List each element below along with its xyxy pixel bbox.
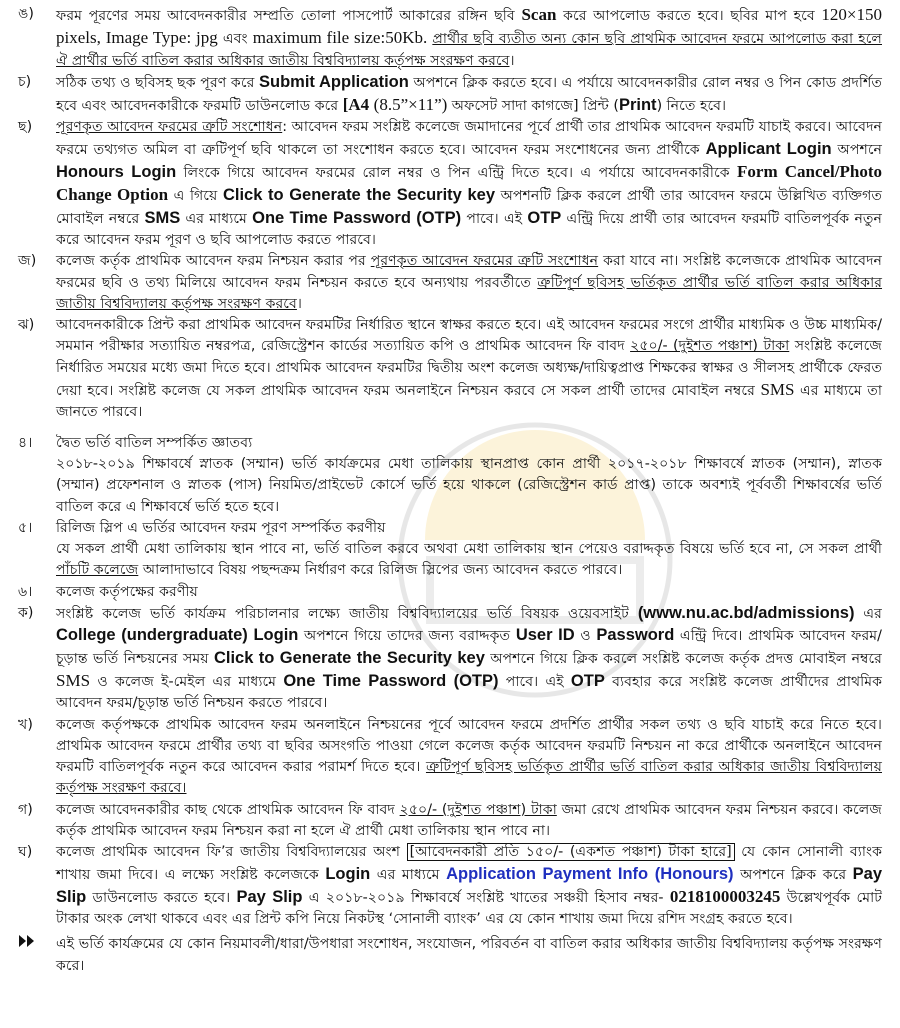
text: ডাউনলোড করতে হবে। <box>92 889 231 906</box>
print-term: Print <box>618 96 657 115</box>
text: জমা রেখে প্রাথমিক আবেদন ফরম নিশ্চয়ন করবে। কলেজ কর্তৃক প্রাথমিক আবেদন ফরম নিশ্চয়ন করা না হলে ঐ প্রার্থী মেধা তালিকায় স্থান পাবে না। <box>56 801 882 839</box>
text: সংশ্লিষ্ট কলেজ ভর্তি কার্যক্রম পরিচালনার লক্ষ্যে জাতীয় বিশ্ববিদ্যালয়ের ভর্তি বিষয়ক ওয়েবসাইট <box>56 606 629 623</box>
text: অপশনে ক্লিক করে <box>740 866 847 883</box>
user-id-term: User ID <box>515 626 575 645</box>
sms-term: SMS <box>144 208 181 227</box>
section-title: দ্বৈত ভর্তি বাতিল সম্পর্কিত জ্ঞাতব্য <box>56 434 253 451</box>
text: এবং <box>222 31 248 48</box>
text: ব্যবহার করে সংশ্লিষ্ট কলেজ প্রার্থীদের প্রাথমিক আবেদন ফরম/চূড়ান্ত ভর্তি নিশ্চয়ন করতে পারবে। <box>56 673 883 712</box>
image-spec: 120×150 pixels, Image Type: jpg <box>56 5 882 48</box>
section-number: ৪। <box>18 434 33 451</box>
admissions-url[interactable]: (www.nu.ac.bd/admissions) <box>637 604 855 623</box>
security-key-term: Click to Generate the Security key <box>213 648 485 667</box>
item-body <box>56 72 882 118</box>
section-5-body <box>14 539 882 582</box>
item-body <box>56 117 882 251</box>
otp-term: One Time Password (OTP) <box>283 671 499 690</box>
item-jha <box>14 315 882 423</box>
security-key-term: Click to Generate the Security key <box>222 186 496 205</box>
section-title: কলেজ কর্তৃপক্ষের করণীয় <box>56 583 198 600</box>
text: এর মাধ্যমে <box>376 866 440 883</box>
text: কলেজ কর্তৃপক্ষকে প্রাথমিক আবেদন ফরম অনলাইনে নিশ্চয়নের পূর্বে আবেদন ফরমে প্রদর্শিত প্রার্থীর সকল তথ্য ও ছবি যাচাই করে নিতে হবে। প্রাথমিক আবেদন ফরমে প্রার্থীর তথ্য বা ছবির অসংগতি পাওয়া গেলে কলেজ কর্তৃক আবেদন ফরমটি নিশ্চয়ন না করে প্রার্থীকে অনলাইনে আবেদন ফরমটি বাতিলপূর্বক নতুন করে আবেদন করার পরামর্শ দিতে হবে। <box>56 716 882 776</box>
item-ga <box>14 800 882 843</box>
text: ও <box>580 628 591 645</box>
item-marker: ছ) <box>18 119 33 136</box>
text: এ গিয়ে <box>173 188 218 205</box>
otp-short-term: OTP <box>570 671 605 690</box>
item-marker: ঙ) <box>18 6 34 22</box>
text: করা যাবে না। সংশ্লিষ্ট কলেজকে প্রাথমিক আবেদন ফরমের ছবি ও তথ্য মিলিয়ে আবেদন ফরম নিশ্চয়ন করতে হবে অন্যথায় পরবর্তীতে <box>56 253 882 291</box>
text: কলেজ আবেদনকারীর কাছ থেকে প্রাথমিক আবেদন ফি বাবদ <box>56 801 395 818</box>
section-4-heading <box>14 433 882 454</box>
text: পাবে। এই <box>466 210 523 227</box>
text: অপশনে গিয়ে ক্লিক করলে সংশ্লিষ্ট কলেজ কর্তৃক প্রদত্ত মোবাইল নম্বরে <box>490 650 882 667</box>
application-payment-info-option: Application Payment Info (Honours) <box>446 864 734 883</box>
section-6-heading <box>14 582 882 603</box>
text: ও কলেজ ই-মেইল এর মাধ্যমে <box>97 673 277 690</box>
item-body <box>56 4 882 72</box>
text: ফরম পূরণের সময় আবেদনকারীর সম্প্রতি তোলা পাসপোর্ট আকারের রঙ্গিন ছবি <box>56 8 515 24</box>
text: : আবেদন ফরম সংশ্লিষ্ট কলেজে জমাদানের পূর্বে প্রার্থী তার প্রাথমিক আবেদন ফরমটি যাচাই করবে। আবেদন ফরমে তথ্যগত অমিল বা ত্রুটিপূর্ণ ছবি থাকলে তা সংশোধন করতে হবে। আবেদন ফরম সংশোধনের জন্য প্রার্থীকে <box>56 119 882 158</box>
otp-term: One Time Password (OTP) <box>252 208 462 227</box>
text: এর মাধ্যমে <box>185 210 247 227</box>
text: । <box>509 52 515 69</box>
underlined-warning: ত্রুটিপূর্ণ ছবিসহ ভর্তিকৃত প্রার্থীর ভর্তি বাতিল করার অধিকার জাতীয় বিশ্ববিদ্যালয় কর্তৃপক্ষ সংরক্ষণ করবে <box>56 274 883 312</box>
form-cancel-option-term: Form Cancel/Photo Change Option <box>56 162 883 205</box>
item-marker: গ) <box>18 801 33 818</box>
text: অপশনে ক্লিক করতে হবে। এ পর্যায়ে আবেদনকারীর রোল নম্বর ও পিন কোড প্রদর্শিত হবে এবং আবেদনকারীকে ফরমটি ডাউনলোড করে <box>56 74 883 115</box>
text: এর <box>863 606 882 623</box>
applicant-login-term: Applicant Login <box>705 139 832 158</box>
text: অপশনে <box>837 141 883 158</box>
item-body <box>56 251 882 315</box>
double-arrow-icon <box>14 934 56 977</box>
fee-amount: ২৫০/- (দুইশত পঞ্চাশ) টাকা <box>630 338 790 355</box>
text: কলেজ কর্তৃক প্রাথমিক আবেদন ফরম নিশ্চয়ন করার পর <box>56 253 366 270</box>
item-gha <box>14 842 882 930</box>
item-body <box>56 842 882 930</box>
text: । <box>296 295 302 312</box>
item-ja <box>14 251 882 315</box>
text: ) নিতে হবে। <box>656 98 727 115</box>
section-title: রিলিজ স্লিপ এ ভর্তির আবেদন ফরম পূরণ সম্পর্কিত করণীয় <box>56 519 386 536</box>
text: আবেদনকারীকে প্রিন্ট করা প্রাথমিক আবেদন ফরমটির নির্ধারিত স্থানে স্বাক্ষর করতে হবে। এই আবেদন ফরমের সংগে প্রার্থীর মাধ্যমিক ও উচ্চ মাধ্যমিক/সমমান পরীক্ষার সত্যায়িত নম্বরপত্র, রেজিস্ট্রেশন কার্ডের সত্যায়িত কপি ও প্রাথমিক আবেদন ফি বাবদ <box>56 317 882 355</box>
text: এ ২০১৮-২০১৯ শিক্ষাবর্ষে সংশ্লিষ্ট খাতের সঞ্চয়ী হিসাব নম্বর- <box>308 889 664 906</box>
login-term: Login <box>325 864 371 883</box>
final-note <box>14 934 882 977</box>
file-size-spec: maximum file size:50Kb. <box>252 28 428 48</box>
section-number: ৫। <box>18 519 33 536</box>
text: সংশ্লিষ্ট কলেজে নির্ধারিত সময়ের মধ্যে জমা দিতে হবে। প্রাথমিক আবেদন ফরমটির দ্বিতীয় অংশ কলেজ অধ্যক্ষ/দায়িত্বপ্রাপ্ত শিক্ষকের স্বাক্ষর ও সীলসহ প্রার্থীকে ফেরত দেয়া হবে। সংশ্লিষ্ট কলেজ যে সকল প্রাথমিক আবেদন ফরম অনলাইনে নিশ্চয়ন করবে সে সকল প্রার্থী তাদের মোবাইল নম্বরে <box>56 338 882 400</box>
item-body <box>56 603 882 714</box>
text: আলাদাভাবে বিষয় পছন্দক্রম নির্ধারণ করে রিলিজ স্লিপের জন্য আবেদন করতে পারবে। <box>142 562 623 579</box>
item-marker: খ) <box>18 716 33 733</box>
paper-dimensions: (8.5”×11”) <box>373 95 448 115</box>
text: পাবে। এই <box>505 673 564 690</box>
underlined-warning: ত্রুটিপূর্ণ ছবিসহ ভর্তিকৃত প্রার্থীর ভর্তি বাতিল করার অধিকার জাতীয় বিশ্ববিদ্যালয় কর্তৃপক্ষ সংরক্ষণ করবে। <box>56 759 882 797</box>
text: অফসেট সাদা কাগজে] প্রিন্ট ( <box>451 98 619 115</box>
item-ka <box>14 603 882 714</box>
password-term: Password <box>596 626 675 645</box>
section-5-heading <box>14 518 882 539</box>
item-kha <box>14 715 882 800</box>
paper-size: [A4 <box>342 95 370 115</box>
item-marker: ঘ) <box>18 844 33 861</box>
section-number: ৬। <box>18 583 33 600</box>
text: সঠিক তথ্য ও ছবিসহ ছক পূরণ করে <box>56 74 255 91</box>
text: যে সকল প্রার্থী মেধা তালিকায় স্থান পাবে না, ভর্তি বাতিল করবে অথবা মেধা তালিকায় স্থান পেয়েও বরাদ্দকৃত বিষয়ে ভর্তি হবে না, সে সকল প্রার্থী <box>56 541 882 558</box>
section-4-body: ২০১৮-২০১৯ শিক্ষাবর্ষে স্নাতক (সম্মান) ভর্তি কার্যক্রমের মেধা তালিকায় স্থানপ্রাপ্ত কোন প্রার্থী ২০১৭-২০১৮ শিক্ষাবর্ষে স্নাতক (সম্মান), স্নাতক (সম্মান) প্রফেশনাল ও স্নাতক (পাস) নিয়মিত/প্রাইভেট কোর্সে ভর্তি হয়ে থাকলে (রেজিস্ট্রেশন কার্ড প্রাপ্ত) তাকে অবশ্যই পূর্ববর্তী শিক্ষাবর্ষের ভর্তি বাতিল করে এ শিক্ষাবর্ষে ভর্তি হতে হবে। <box>56 455 882 515</box>
submit-application-term: Submit Application <box>259 72 409 91</box>
text: এন্ট্রি দিয়ে প্রার্থী তার আবেদন ফরমটি বাতিলপূর্বক নতুন করে আবেদন ফরম পূরণ ও ছবি আপলোড করতে পারবে। <box>56 210 883 248</box>
text: অপশনে গিয়ে তাদের জন্য বরাদ্দকৃত <box>303 628 511 645</box>
underlined-warning: প্রার্থীর ছবি ব্যতীত অন্য কোন ছবি প্রাথমিক আবেদন ফরমে আপলোড করা হলে ঐ প্রার্থীর ভর্তি বাতিল করার অধিকার জাতীয় বিশ্ববিদ্যালয় কর্তৃপক্ষ সংরক্ষণ করবে <box>56 31 882 69</box>
item-body <box>56 315 882 423</box>
otp-short-term: OTP <box>527 208 562 227</box>
sms-term: SMS <box>56 670 91 690</box>
item-uma <box>14 4 882 72</box>
pay-slip-term: Pay Slip <box>56 864 883 906</box>
text: কলেজ প্রাথমিক আবেদন ফি’র জাতীয় বিশ্ববিদ্যালয়ের অংশ <box>56 844 401 861</box>
item-body <box>56 800 882 843</box>
text: এর মাধ্যমে তা জানতে পারবে। <box>56 383 882 421</box>
item-marker: জ) <box>18 253 37 270</box>
text: অপশনটি ক্লিক করলে প্রার্থী তার আবেদন ফরমে উল্লিখিত ব্যক্তিগত মোবাইল নম্বরে <box>56 188 883 227</box>
item-body <box>56 715 882 800</box>
account-number: 0218100003245 <box>669 886 781 906</box>
fee-amount: ২৫০/- (দুইশত পঞ্চাশ) টাকা <box>399 801 557 818</box>
sms-term: SMS <box>760 380 795 400</box>
pay-slip-term: Pay Slip <box>236 887 303 906</box>
underlined-heading: পূরণকৃত আবেদন ফরমের ত্রুটি সংশোধন <box>56 119 283 136</box>
item-cha <box>14 72 882 118</box>
item-marker: ক) <box>18 605 34 622</box>
underlined-text: পাঁচটি কলেজে <box>56 562 139 579</box>
underlined-text: পূরণকৃত আবেদন ফরমের ত্রুটি সংশোধন <box>370 253 599 270</box>
boxed-fee-rate: [আবেদনকারী প্রতি ১৫০/- (একশত পঞ্চাশ) টাকা হারে] <box>407 843 735 861</box>
text: করে আপলোড করতে হবে। ছবির মাপ হবে <box>563 8 815 24</box>
text: লিংকে গিয়ে আবেদন ফরমের রোল নম্বর ও পিন এন্ট্রি দিতে হবে। এ পর্যায়ে আবেদনকারীকে <box>183 165 730 182</box>
text: যে কোন সোনালী ব্যাংক শাখায় জমা দিবে। এ লক্ষ্যে সংশ্লিষ্ট কলেজকে <box>56 844 882 883</box>
item-marker: চ) <box>18 73 32 90</box>
text: এন্ট্রি দিবে। প্রাথমিক আবেদন ফরম/চূড়ান্ত ভর্তি নিশ্চয়নের সময় <box>56 628 882 667</box>
item-chha <box>14 117 882 251</box>
college-login-term: College (undergraduate) Login <box>56 626 299 645</box>
final-note-text: এই ভর্তি কার্যক্রমের যে কোন নিয়মাবলী/ধারা/উপধারা সংশোধন, সংযোজন, পরিবর্তন বা বাতিল করার অধিকার জাতীয় বিশ্ববিদ্যালয় কর্তৃপক্ষ সংরক্ষণ করে। <box>56 936 882 974</box>
text: উল্লেখপূর্বক মোট টাকার অংক লেখা থাকবে এবং এর প্রিন্ট কপি নিয়ে নিকটস্থ ‘সোনালী ব্যাংক’ এর যে কোন শাখায় জমা দিয়ে রশিদ সংগ্রহ করতে হবে। <box>56 889 882 928</box>
item-marker: ঝ) <box>18 317 35 334</box>
bold-term: Scan <box>521 5 557 24</box>
honours-login-term: Honours Login <box>56 163 177 182</box>
